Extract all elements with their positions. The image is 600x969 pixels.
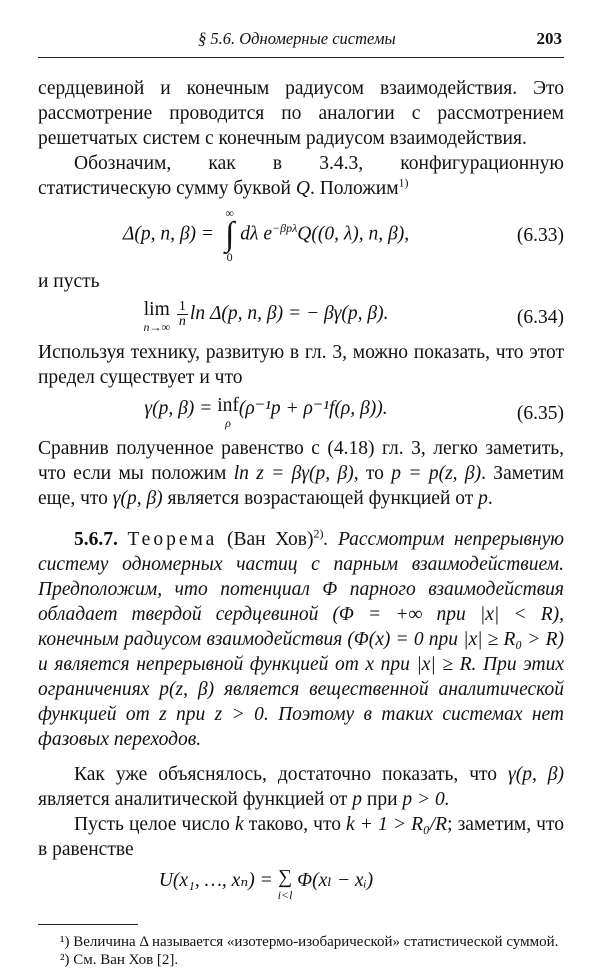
equation-potential-energy: U(x₁, …, xₙ) = ∑ i<l Φ(xₗ − xᵢ) xyxy=(158,867,374,902)
section-title: § 5.6. Одномерные системы xyxy=(198,29,396,48)
paragraph-6: Пусть целое число k таково, что k + 1 > R₀/R; заметим, что в равенстве xyxy=(38,814,565,860)
equation-number: (6.34) xyxy=(516,306,564,328)
paragraph-4: Сравнив полученное равенство с (4.18) гл. 3, легко заметить, что если мы положим ln z = βγ(p, β), то p = p(z, β). Заметим еще, что γ(p, β) является возрастающей функцией от p. xyxy=(38,438,565,509)
page-number: 203 xyxy=(536,29,562,48)
footnote-1: ¹) Величина Δ называется «изотермо-изобарической» статистической суммой. xyxy=(60,934,559,950)
theorem-number: 5.6.7. xyxy=(74,529,118,550)
running-header xyxy=(38,26,564,58)
paragraph-1: сердцевиной и конечным радиусом взаимодействия. Это рассмотрение проводится по аналогии с рассмотрением решетчатых систем с конечным радиусом взаимодействия. xyxy=(38,78,564,149)
footnote-ref-1[interactable]: 1) xyxy=(398,175,409,190)
footnote-divider xyxy=(38,924,138,925)
paragraph-and-let: и пусть xyxy=(38,271,100,292)
theorem-label: Теорема xyxy=(127,529,218,550)
equation-number: (6.35) xyxy=(516,402,564,424)
theorem-text: . Рассмотрим непрерывную систему одномерных частиц с парным взаимодействием. Предположим, что потенциал Φ парного взаимодействия обладает твердой сердцевиной (Φ = +∞ при |x| < R), конечным радиусом взаимодействия (Φ(x) = 0 при |x| ≥ R₀ > R) и является непрерывной функцией от x при |x| ≥ R. При этих ограничениях p(z, β) является вещественной аналитической функцией от z при z > 0. Поэтому в таких системах нет фазовых переходов. xyxy=(38,529,565,750)
paragraph-2: Обозначим, как в 3.4.3, конфигурационную статистическую сумму буквой Q. Положим$^{1)}$ xyxy=(38,153,564,199)
footnotes xyxy=(38,924,564,969)
footnote-ref-2[interactable]: 2) xyxy=(313,526,324,541)
equation-6-34: lim n→∞ $\frac{1}{n}$ ln Δ(p, n, β) = − βγ(p, β). (6.34) xyxy=(143,299,564,334)
equation-6-35: γ(p, β) = inf ρ (ρ⁻¹p + ρ⁻¹f(ρ, β)). (6.35) xyxy=(144,395,564,430)
integral-sign: ∞ ∫ 0 xyxy=(224,206,235,264)
theorem-5-6-7: 5.6.7. Теорема (Ван Хов)$^{2)}$. Рассмотрим непрерывную систему одномерных частиц с парным взаимодействием. Предположим, что потенциал Φ парного взаимодействия обладает твердой сердцевиной (Φ = +∞ при |x| < R), конечным радиусом взаимодействия (Φ(x) = 0 при |x| ≥ R₀ > R) и является непрерывной функцией от x при |x| ≥ R. При этих ограничениях p(z, β) является вещественной аналитической функцией от z при z > 0. Поэтому в таких системах нет фазовых переходов. xyxy=(38,526,565,750)
paragraph-5: Как уже объяснялось, достаточно показать, что γ(p, β) является аналитической функцией от p при p > 0. xyxy=(38,764,565,810)
equation-number: (6.33) xyxy=(516,224,564,246)
equation-6-33: Δ(p, n, β) = ∞ ∫ 0 dλ $e^{-\beta p\lambda}Q((0$, λ), n, β), (6.33) xyxy=(122,206,564,264)
footnote-2: ²) См. Ван Хов [2]. xyxy=(60,952,179,968)
paragraph-3: Используя технику, развитую в гл. 3, можно показать, что этот предел существует и что xyxy=(38,342,564,388)
